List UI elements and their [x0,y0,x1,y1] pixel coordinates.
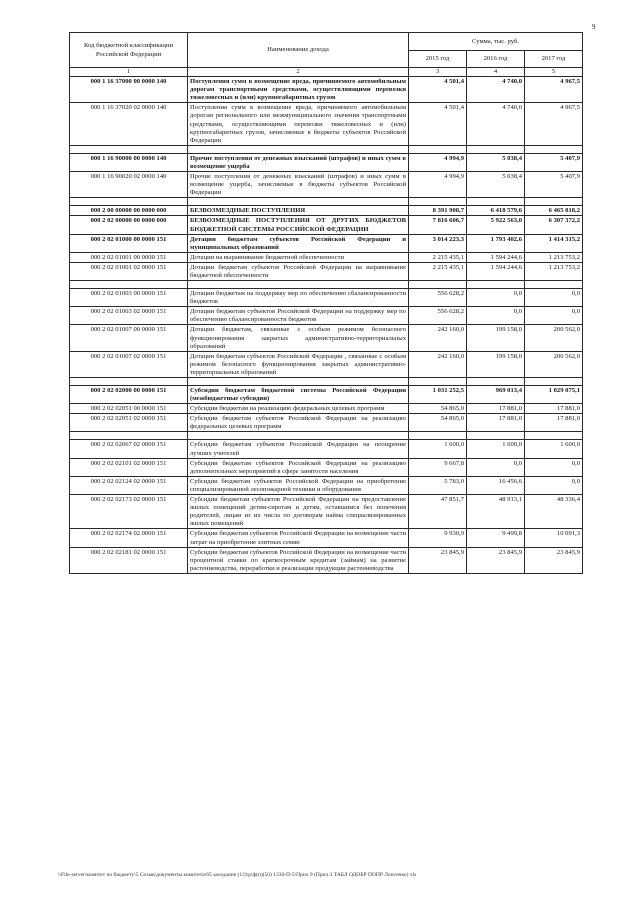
value-2015-cell: 54 865,0 [409,414,467,432]
revenue-name-cell: Субсидии бюджетам на реализацию федеральных целевых программ [188,404,409,414]
table-row [70,476,583,494]
spacer-cell [70,281,188,289]
table-row [70,289,583,307]
budget-code-cell: 000 1 16 37020 02 0000 140 [70,103,188,145]
spacer-cell [525,281,583,289]
table-row [70,307,583,325]
spacer-cell [70,145,188,153]
file-path-footer: \\File-server\комитет по бюджету\5 Созыв\документы комитета\65 заседание (12)\р\ф(п)(50) 1330-П-5\Прил 9 (Прил.3 ТАБЛ ОДОБР ПОПР Лопсенко) xls [58,872,417,878]
value-2015-cell: 2 215 435,1 [409,252,467,262]
value-2016-cell: 5 038,4 [467,172,525,198]
value-2015-cell: 9 930,9 [409,529,467,547]
spacer-cell [467,198,525,206]
table-row [70,262,583,280]
spacer-cell [188,378,409,386]
table-row [70,414,583,432]
revenue-name-cell: Прочие поступления от денежных взысканий (штрафов) и иных сумм в возмещение ущерба [188,153,409,171]
revenue-name-cell: Субсидии бюджетам бюджетной системы Российской Федерации (межбюджетные субсидии) [188,386,409,404]
budget-code-cell: 000 2 02 01003 02 0000 151 [70,307,188,325]
spacer-cell [525,198,583,206]
spacer-row [70,198,583,206]
spacer-cell [409,198,467,206]
budget-code-cell: 000 1 16 90020 02 0000 140 [70,172,188,198]
table-row [70,458,583,476]
table-row [70,547,583,573]
value-2016-cell: 48 913,1 [467,495,525,529]
value-2017-cell: 0,0 [525,307,583,325]
value-2016-cell: 199 158,0 [467,351,525,377]
spacer-cell [409,145,467,153]
header-code: Код бюджетной классификации Российской Федерации [70,33,188,68]
budget-code-cell: 000 2 02 01001 00 0000 151 [70,252,188,262]
value-2015-cell: 556 628,2 [409,289,467,307]
revenue-name-cell: Дотации бюджетам, связанные с особым режимом безопасного функционирования закрытых административно-территориальных образований [188,325,409,351]
value-2016-cell: 969 013,4 [467,386,525,404]
revenue-name-cell: БЕЗВОЗМЕЗДНЫЕ ПОСТУПЛЕНИЯ [188,206,409,216]
revenue-table [69,32,583,574]
header-name: Наименование дохода [188,33,409,68]
page-number: 9 [592,23,596,31]
revenue-name-cell: Субсидии бюджетам субъектов Российской Федерации на предоставление жилых помещений детям-сиротам и детям, оставшимся без попечения родителей, лицам из их числа по договорам найма специализированных жилых помещений [188,495,409,529]
spacer-cell [188,281,409,289]
budget-code-cell: 000 2 02 02124 02 0000 151 [70,476,188,494]
value-2015-cell: 3 014 223,3 [409,234,467,252]
table-row [70,206,583,216]
value-2015-cell: 54 865,0 [409,404,467,414]
value-2015-cell: 4 994,9 [409,153,467,171]
value-2017-cell: 6 465 018,2 [525,206,583,216]
value-2017-cell: 10 091,3 [525,529,583,547]
value-2017-cell: 0,0 [525,458,583,476]
value-2016-cell: 1 594 244,6 [467,262,525,280]
spacer-cell [70,378,188,386]
value-2016-cell: 17 881,0 [467,404,525,414]
value-2016-cell: 1 793 402,6 [467,234,525,252]
value-2016-cell: 4 740,0 [467,103,525,145]
value-2016-cell: 17 881,0 [467,414,525,432]
spacer-cell [467,145,525,153]
spacer-cell [188,432,409,440]
header-index: 5 [525,68,583,77]
budget-code-cell: 000 2 02 01003 00 0000 151 [70,289,188,307]
spacer-cell [525,378,583,386]
value-2017-cell: 5 407,9 [525,172,583,198]
revenue-name-cell: Субсидии бюджетам субъектов Российской Федерации на возмещение части затрат на приобретение элитных семян [188,529,409,547]
spacer-cell [70,432,188,440]
budget-code-cell: 000 2 02 02181 02 0000 151 [70,547,188,573]
spacer-row [70,281,583,289]
table-row [70,386,583,404]
revenue-name-cell: Субсидии бюджетам субъектов Российской Федерации на приобретение специализированной лесопожарной техники и оборудования [188,476,409,494]
value-2017-cell: 1 029 075,1 [525,386,583,404]
table-row [70,172,583,198]
revenue-name-cell: Субсидии бюджетам субъектов Российской Федерации на поощрение лучших учителей [188,440,409,458]
spacer-row [70,432,583,440]
table-row [70,404,583,414]
header-year-2015: 2015 год [409,51,467,68]
revenue-name-cell: Дотации бюджетам субъектов Российской Федерации на поддержку мер по обеспечению сбалансированности бюджетов [188,307,409,325]
table-row [70,529,583,547]
value-2015-cell: 242 160,0 [409,325,467,351]
revenue-name-cell: Прочие поступления от денежных взысканий (штрафов) и иных сумм в возмещение ущерба, зачисляемые в бюджеты субъектов Российской Федерации [188,172,409,198]
revenue-table-container [69,32,582,574]
revenue-name-cell: Поступления сумм в возмещение вреда, причиняемого автомобильным дорогам транспортными средствами, осуществляющими перевозки тяжеловесных и (или) крупногабаритных грузов [188,77,409,103]
value-2015-cell: 7 816 606,7 [409,216,467,234]
value-2017-cell: 200 562,0 [525,325,583,351]
budget-code-cell: 000 2 02 01007 00 0000 151 [70,325,188,351]
value-2015-cell: 47 851,7 [409,495,467,529]
budget-code-cell: 000 2 00 00000 00 0000 000 [70,206,188,216]
value-2015-cell: 242 160,0 [409,351,467,377]
value-2015-cell: 1 031 252,5 [409,386,467,404]
value-2017-cell: 200 562,0 [525,351,583,377]
value-2016-cell: 6 418 579,6 [467,206,525,216]
spacer-cell [409,378,467,386]
spacer-cell [467,432,525,440]
spacer-cell [525,145,583,153]
revenue-name-cell: Дотации бюджетам субъектов Российской Федерации на выравнивание бюджетной обеспеченности [188,262,409,280]
budget-code-cell: 000 1 16 37000 00 0000 140 [70,77,188,103]
value-2015-cell: 2 215 435,1 [409,262,467,280]
table-row [70,77,583,103]
value-2015-cell: 4 501,4 [409,77,467,103]
budget-code-cell: 000 2 02 02051 00 0000 151 [70,404,188,414]
value-2017-cell: 17 881,0 [525,414,583,432]
spacer-cell [188,145,409,153]
header-index: 1 [70,68,188,77]
budget-code-cell: 000 2 02 01001 02 0000 151 [70,262,188,280]
table-row [70,325,583,351]
revenue-name-cell: Дотации бюджетам субъектов Российской Федерации и муниципальных образований [188,234,409,252]
revenue-name-cell: Дотации на выравнивание бюджетной обеспеченности [188,252,409,262]
budget-code-cell: 000 2 02 01000 00 0000 151 [70,234,188,252]
value-2017-cell: 0,0 [525,289,583,307]
spacer-cell [188,198,409,206]
spacer-row [70,145,583,153]
value-2017-cell: 5 407,9 [525,153,583,171]
revenue-name-cell: Дотации бюджетам на поддержку мер по обеспечению сбалансированности бюджетов [188,289,409,307]
spacer-row [70,378,583,386]
value-2016-cell: 5 038,4 [467,153,525,171]
value-2017-cell: 23 845,9 [525,547,583,573]
budget-code-cell: 000 2 02 02101 02 0000 151 [70,458,188,476]
budget-code-cell: 000 2 02 02051 02 0000 151 [70,414,188,432]
revenue-name-cell: БЕЗВОЗМЕЗДНЫЕ ПОСТУПЛЕНИЯ ОТ ДРУГИХ БЮДЖЕТОВ БЮДЖЕТНОЙ СИСТЕМЫ РОССИЙСКОЙ ФЕДЕРАЦИИ [188,216,409,234]
value-2015-cell: 1 600,0 [409,440,467,458]
table-row [70,252,583,262]
header-index: 2 [188,68,409,77]
budget-code-cell: 000 2 02 02174 02 0000 151 [70,529,188,547]
header-sum: Сумма, тыс. руб. [409,33,583,51]
value-2017-cell: 48 336,4 [525,495,583,529]
table-row [70,216,583,234]
revenue-table-body [70,77,583,574]
value-2015-cell: 8 391 908,7 [409,206,467,216]
value-2017-cell: 0,0 [525,476,583,494]
value-2015-cell: 9 667,8 [409,458,467,476]
value-2015-cell: 5 783,0 [409,476,467,494]
budget-code-cell: 000 2 02 02067 02 0000 151 [70,440,188,458]
revenue-name-cell: Дотации бюджетам субъектов Российской Федерации , связанные с особым режимом безопасного функционирования закрытых административно-территориальных образований [188,351,409,377]
revenue-name-cell: Субсидии бюджетам субъектов Российской Федерации на реализацию дополнительных мероприятий в сфере занятости населения [188,458,409,476]
value-2016-cell: 1 594 244,6 [467,252,525,262]
value-2017-cell: 4 967,5 [525,77,583,103]
value-2017-cell: 1 600,0 [525,440,583,458]
table-row [70,495,583,529]
value-2016-cell: 4 740,0 [467,77,525,103]
value-2016-cell: 16 456,6 [467,476,525,494]
value-2017-cell: 1 213 753,2 [525,262,583,280]
value-2016-cell: 5 922 563,0 [467,216,525,234]
header-index: 3 [409,68,467,77]
value-2015-cell: 556 628,2 [409,307,467,325]
value-2017-cell: 6 307 372,2 [525,216,583,234]
value-2016-cell: 0,0 [467,458,525,476]
header-index: 4 [467,68,525,77]
value-2016-cell: 9 499,8 [467,529,525,547]
table-row [70,351,583,377]
table-row [70,440,583,458]
header-year-2016: 2016 год [467,51,525,68]
revenue-name-cell: Субсидии бюджетам субъектов Российской Федерации на возмещение части процентной ставки по краткосрочным кредитам (займам) на развитие растениеводства, переработки и реализации продукции растениеводства [188,547,409,573]
spacer-cell [70,198,188,206]
budget-code-cell: 000 1 16 90000 00 0000 140 [70,153,188,171]
budget-code-cell: 000 2 02 00000 00 0000 000 [70,216,188,234]
spacer-cell [409,432,467,440]
value-2017-cell: 4 967,5 [525,103,583,145]
spacer-cell [409,281,467,289]
header-index-row [70,68,583,77]
revenue-name-cell: Субсидии бюджетам субъектов Российской Федерации на реализацию федеральных целевых программ [188,414,409,432]
budget-code-cell: 000 2 02 02173 02 0000 151 [70,495,188,529]
value-2015-cell: 23 845,9 [409,547,467,573]
budget-code-cell: 000 2 02 02000 00 0000 151 [70,386,188,404]
value-2017-cell: 17 881,0 [525,404,583,414]
value-2016-cell: 0,0 [467,289,525,307]
header-row-1 [70,33,583,51]
header-year-2017: 2017 год [525,51,583,68]
spacer-cell [525,432,583,440]
value-2015-cell: 4 501,4 [409,103,467,145]
value-2016-cell: 23 845,9 [467,547,525,573]
table-row [70,153,583,171]
value-2015-cell: 4 994,9 [409,172,467,198]
table-row [70,234,583,252]
spacer-cell [467,378,525,386]
revenue-name-cell: Поступления сумм в возмещение вреда, причиняемого автомобильным дорогам регионального или межмуниципального значения транспортными средствами, осуществляющими перевозки тяжеловесных и (или) крупногабаритных грузов, зачисляемые в бюджеты субъектов Российской Федерации [188,103,409,145]
value-2016-cell: 0,0 [467,307,525,325]
value-2016-cell: 1 600,0 [467,440,525,458]
table-row [70,103,583,145]
spacer-cell [467,281,525,289]
value-2016-cell: 199 158,0 [467,325,525,351]
value-2017-cell: 1 414 315,2 [525,234,583,252]
budget-code-cell: 000 2 02 01007 02 0000 151 [70,351,188,377]
value-2017-cell: 1 213 753,2 [525,252,583,262]
